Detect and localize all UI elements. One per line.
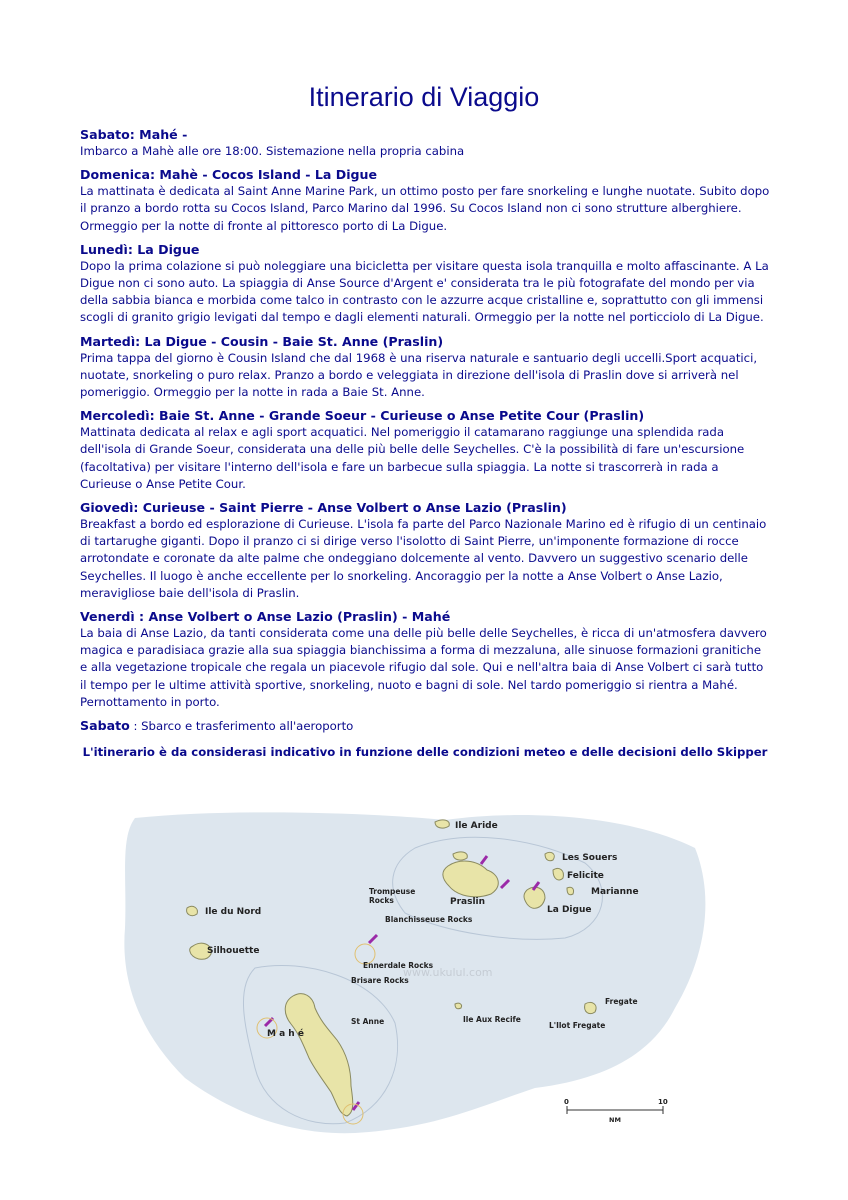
- label-recife: Ile Aux Recife: [463, 1015, 521, 1024]
- island-recife: [455, 1003, 462, 1009]
- day-text: Prima tappa del giorno è Cousin Island che dal 1968 è una riserva naturale e santuario degli uccelli.Sport acquatici, nuotate, snorkeling o puro relax. Pranzo a bordo e veleggiata in direzione dell'isola di Praslin dove si arriverà nel pomeriggio. Ormeggio per la notte in rada a Baie St. Anne.: [80, 350, 758, 400]
- final-day-heading: Sabato: [80, 718, 130, 734]
- island-curieuse: [453, 852, 467, 860]
- label-felicite: Felicite: [567, 871, 604, 881]
- label-silhouette: Silhouette: [207, 946, 260, 956]
- day-heading: Mercoledì: Baie St. Anne - Grande Soeur - Curieuse o Anse Petite Cour (Praslin): [80, 408, 645, 424]
- itinerary-content: [80, 126, 770, 759]
- day-text: La mattinata è dedicata al Saint Anne Marine Park, un ottimo posto per fare snorkeling e lunghe nuotate. Subito dopo il pranzo a bordo rotta su Cocos Island, Parco Marino dal 1996. Su Cocos Island non ci sono strutture alberghiere. Ormeggio per la notte di fronte al pittoresco porto di La Digue.: [80, 184, 770, 233]
- day-block-tuesday: [80, 333, 770, 402]
- final-day: [80, 717, 770, 735]
- day-heading: Domenica: Mahè - Cocos Island - La Digue: [80, 167, 378, 183]
- island-marianne: [567, 887, 574, 895]
- label-soeurs: Les Souers: [562, 853, 618, 863]
- day-text: Dopo la prima colazione si può noleggiare una bicicletta per visitare questa isola tranquilla e molto affascinante. A La Digue non ci sono auto. La spiaggia di Anse Source d'Argent e' considerata tra le più fotografate del mondo per via della sabbia bianca e morbida come talco in contrasto con le azzurre acque cristalline e, soprattutto con gli immensi scogli di granito grigio levigati dal tempo e dagli elementi naturali. Ormeggio per la notte nel porticciolo di La Digue.: [80, 258, 769, 325]
- scale-label-0: 0: [564, 1098, 569, 1106]
- label-nord: Ile du Nord: [205, 907, 262, 917]
- label-rocks: Rocks: [369, 896, 394, 905]
- scale-bar: [564, 1098, 668, 1124]
- seychelles-map: [115, 808, 715, 1138]
- label-ennerdale: Ennerdale Rocks: [363, 961, 434, 970]
- scale-label-10: 10: [658, 1098, 668, 1106]
- label-mahe: M a h é: [267, 1029, 304, 1039]
- final-day-text: : Sbarco e trasferimento all'aeroporto: [129, 719, 354, 734]
- label-brisare: Brisare Rocks: [351, 976, 409, 985]
- day-text: La baia di Anse Lazio, da tanti considerata come una delle più belle delle Seychelles, è ricca di un'atmosfera davvero magica e paradisiaca grazie alla sua spiaggia bianchissima a forma di mezzaluna, alle sinuose formazioni granitiche e alla vegetazione tropicale che regala un piacevole rifugio dal sole. Qui e nell'altra baia di Anse Volbert ci sarà tutto il tempo per le ultime attività sportive, snorkeling, nuoto e bagni di sole. Nel tardo pomeriggio si rientra a Mahé. Pernottamento in porto.: [80, 626, 767, 709]
- label-marianne: Marianne: [591, 887, 639, 897]
- island-soeurs: [545, 852, 554, 860]
- label-ilot-fregate: L'Ilot Fregate: [549, 1021, 606, 1030]
- day-heading: Sabato: Mahé -: [80, 127, 188, 142]
- island-nord: [187, 906, 198, 915]
- page-title: Itinerario di Viaggio: [308, 82, 540, 112]
- day-heading: Lunedì: La Digue: [80, 241, 200, 257]
- label-fregate: Fregate: [605, 997, 638, 1006]
- day-heading: Giovedì: Curieuse - Saint Pierre - Anse Volbert o Anse Lazio (Praslin): [80, 500, 567, 516]
- label-ladigue: La Digue: [547, 905, 592, 915]
- day-block-friday: [80, 608, 770, 711]
- day-text: Mattinata dedicata al relax e agli sport acquatici. Nel pomeriggio il catamarano raggiunge una splendida rada dell'isola di Grande Soeur, considerata una delle più belle delle Seychelles. C'è la possibilità di fare un'escursione (facoltativa) per visitare l'interno dell'isola e fare un barbecue sulla spiaggia. La notte si trascorrerà in rada a Curieuse o Anse Petite Cour.: [80, 425, 745, 491]
- island-fregate: [585, 1002, 596, 1013]
- disclaimer-note: L'itinerario è da considerasi indicativo in funzione delle condizioni meteo e delle decisioni dello Skipper: [82, 745, 768, 760]
- day-block-saturday: [80, 126, 770, 160]
- scale-unit: NM: [609, 1116, 621, 1124]
- day-block-sunday: [80, 166, 770, 235]
- day-heading: Venerdì : Anse Volbert o Anse Lazio (Praslin) - Mahé: [80, 609, 451, 625]
- day-block-thursday: [80, 499, 770, 602]
- map-watermark: www.ukulul.com: [403, 966, 493, 979]
- day-heading: Martedì: La Digue - Cousin - Baie St. Anne (Praslin): [80, 333, 444, 349]
- day-block-wednesday: [80, 407, 770, 493]
- island-aride: [435, 820, 449, 828]
- label-blanchisseuse: Blanchisseuse Rocks: [385, 915, 473, 924]
- day-block-monday: [80, 241, 770, 327]
- day-text: Imbarco a Mahè alle ore 18:00. Sistemazione nella propria cabina: [80, 144, 465, 158]
- day-text: Breakfast a bordo ed esplorazione di Curieuse. L'isola fa parte del Parco Nazionale Marino ed è rifugio di un centinaio di tartarughe giganti. Dopo il pranzo ci si dirige verso l'isolotto di Saint Pierre, un'imponente formazione di rocce arrotondate e coronate da alte palme che ondeggiano dolcemente al vento. Davvero un suggestivo scenario delle Seychelles. Il luogo è anche eccellente per lo snorkeling. Ancoraggio per la notte a Anse Volbert o Anse Lazio, meravigliose baie dell'isola di Praslin.: [80, 517, 767, 600]
- label-trompeuse: Trompeuse: [369, 887, 416, 896]
- label-praslin: Praslin: [450, 897, 486, 907]
- label-aride: Ile Aride: [455, 821, 498, 831]
- label-stanne: St Anne: [351, 1017, 385, 1026]
